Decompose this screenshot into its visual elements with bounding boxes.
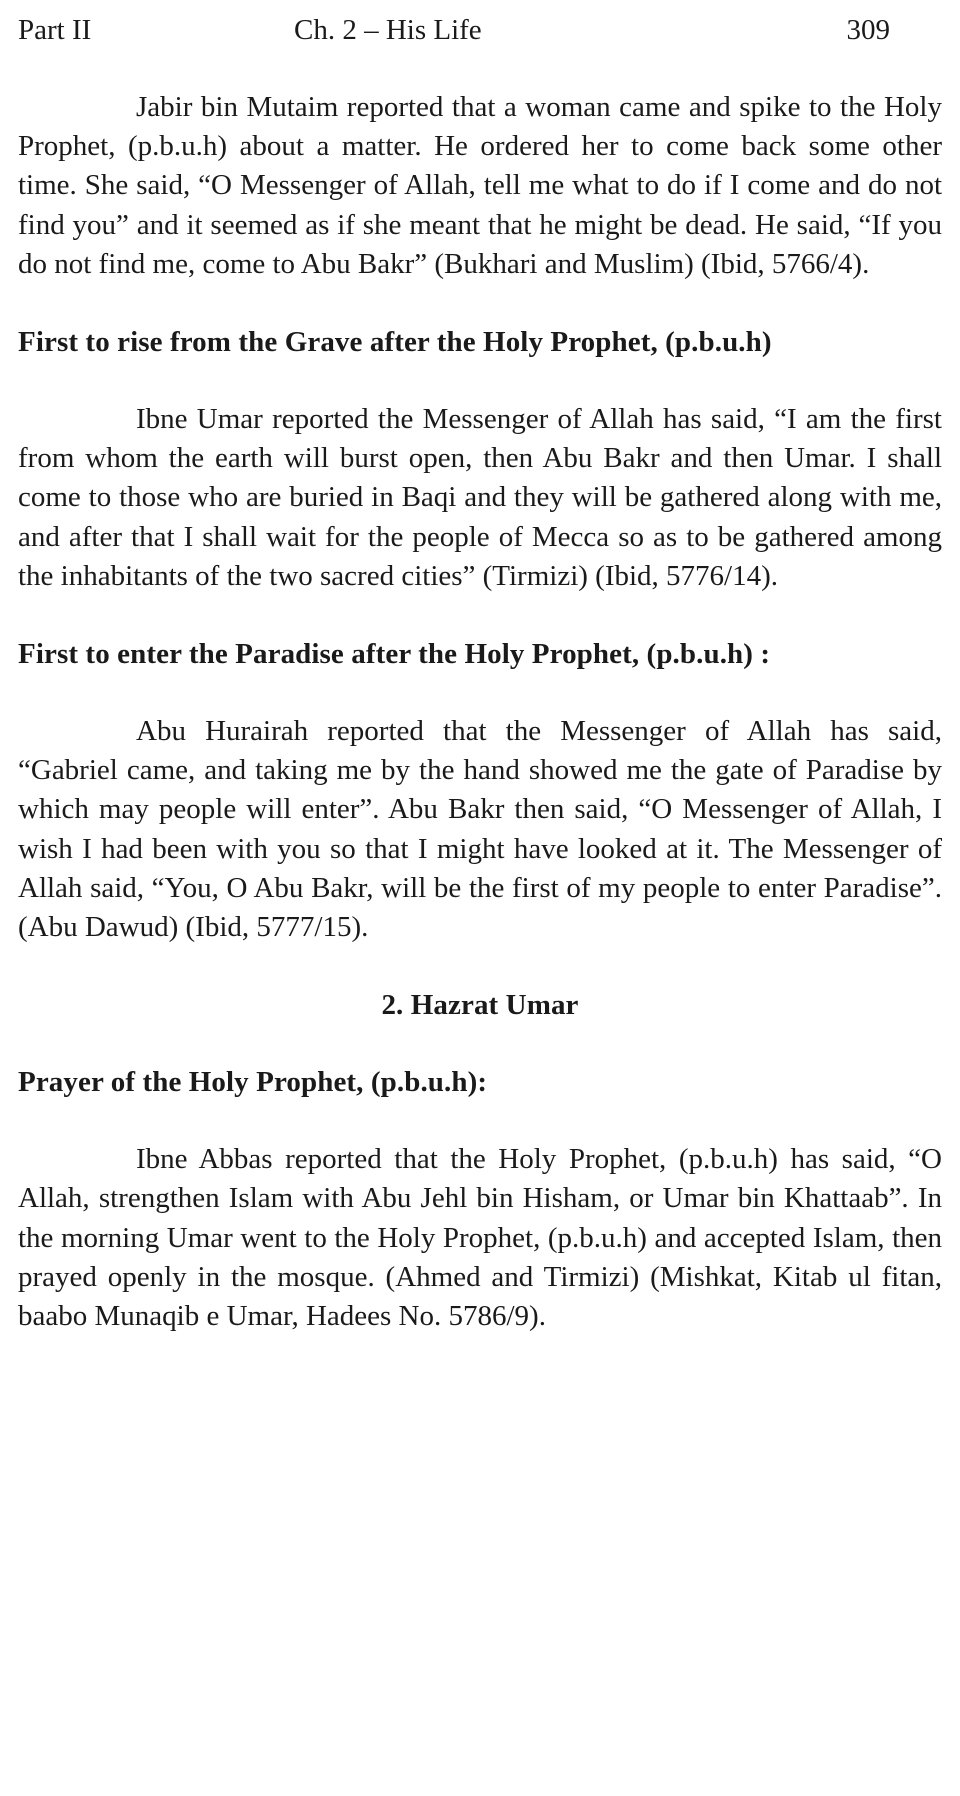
heading-first-to-enter: First to enter the Paradise after the Holy Prophet, (p.b.u.h) : — [18, 638, 771, 671]
running-header — [18, 0, 942, 60]
chapter-title: Ch. 2 – His Life — [294, 14, 482, 46]
page-number: 309 — [846, 14, 890, 46]
paragraph-ibne-umar: Ibne Umar reported the Messenger of Allah has said, “I am the first from whom the earth will burst open, then Abu Bakr and then Umar. I shall come to those who are buried in Baqi and they will be gathered along with me, and after that I shall wait for the people of Mecca so as to be gathered among the inhabitants of the two sacred cities” (Tirmizi) (Ibid, 5776/14). — [18, 403, 942, 592]
heading-first-to-rise: First to rise from the Grave after the Holy Prophet, (p.b.u.h) — [18, 326, 772, 359]
heading-hazrat-umar: 2. Hazrat Umar — [381, 989, 579, 1022]
paragraph-ibne-abbas: Ibne Abbas reported that the Holy Prophet, (p.b.u.h) has said, “O Allah, strengthen Islam with Abu Jehl bin Hisham, or Umar bin Khattaab”. In the morning Umar went to the Holy Prophet, (p.b.u.h) and accepted Islam, then prayed openly in the mosque. (Ahmed and Tirmizi) (Mishkat, Kitab ul fitan, baabo Munaqib e Umar, Hadees No. 5786/9). — [18, 1143, 942, 1333]
part-label: Part II — [18, 14, 92, 46]
book-page — [18, 0, 942, 1336]
paragraph-abu-hurairah: Abu Hurairah reported that the Messenger of Allah has said, “Gabriel came, and taking me by the hand showed me the gate of Paradise by which may people will enter”. Abu Bakr then said, “O Messenger of Allah, I wish I had been with you so that I might have looked at it. The Messenger of Allah said, “You, O Abu Bakr, will be the first of my people to enter Paradise”. (Abu Dawud) (Ibid, 5777/15). — [18, 715, 942, 944]
heading-prayer: Prayer of the Holy Prophet, (p.b.u.h): — [18, 1066, 488, 1099]
paragraph-jabir: Jabir bin Mutaim reported that a woman came and spike to the Holy Prophet, (p.b.u.h) about a matter. He ordered her to come back some other time. She said, “O Messenger of Allah, tell me what to do if I come and do not find you” and it seemed as if she meant that he might be dead. He said, “If you do not find me, come to Abu Bakr” (Bukhari and Muslim) (Ibid, 5766/4). — [18, 91, 942, 280]
